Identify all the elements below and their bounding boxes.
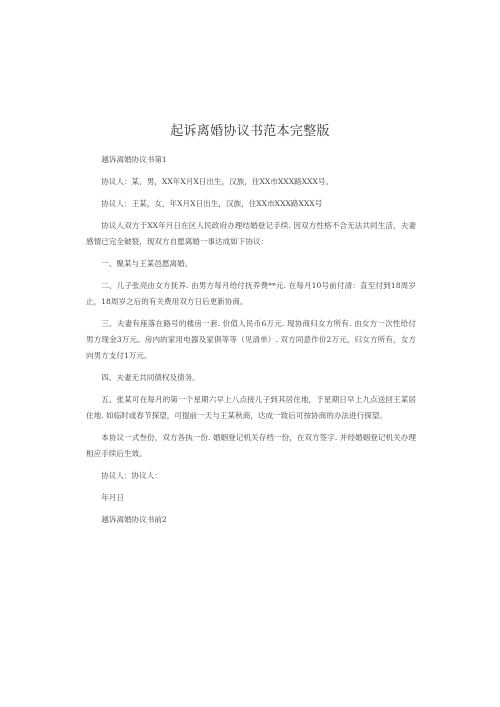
paragraph-clause-2: 二、儿子张亮由女方抚养. 由男方每月给付抚养费**元. 在每月10号前付清：直至付到18周岁止，18周岁之后的有关费用双方日后更新协商。 bbox=[86, 281, 416, 306]
paragraph-party-2: 协议人：王某，女，年X月X日出生，汉族，住XX市XXX路XXX号 bbox=[101, 199, 323, 208]
paragraph-clause-1: 一、聚某与王某邑愿离婚。 bbox=[101, 259, 193, 268]
paragraph-preamble: 协议人双方于XX年月日在区人民政府办理结婚登记手续. 因双方性格不合无法共同生活，夫妻感情已完全破裂，现双方自愿离婚一事达成如下协议： bbox=[86, 221, 416, 246]
paragraph-clause-4: 四、夫妻无共同债权及债务。 bbox=[101, 373, 200, 382]
document-body bbox=[86, 152, 416, 534]
document-title: 起诉离婚协议书范本完整版 bbox=[170, 124, 330, 139]
paragraph-date: 年月日 bbox=[101, 493, 124, 502]
paragraph-heading-1: 越诉离婚协议书第1 bbox=[101, 155, 167, 164]
paragraph-signatures: 协议人：协议人： bbox=[101, 471, 162, 480]
paragraph-heading-2: 越诉离婚协议书前2 bbox=[101, 515, 167, 524]
paragraph-party-1: 协议人：某，男，XX年X月X日出生，汉族，住XX市XXX路XXX号。 bbox=[101, 177, 334, 186]
paragraph-clause-3: 三、夫妻有座落在路号的楼房一套. 价值人民币6万元. 现协商归女方所有. 由女方一次性给付男方现金3万元。房内的家用电器及家俱等等（见清单）. 双方同意作价2万元，归女方所有，女方向男方支付1万元。 bbox=[86, 319, 416, 360]
paragraph-clause-5: 五、张某可在每月的第一个星期六早上八点接儿子到其居住地，于星期日早上九点送回王某居住地. 如临时或春节探望，可提前一天与王某秋商，达成一致后可按协商的办法进行探望。 bbox=[86, 395, 416, 420]
paragraph-copies: 本协议一式叁份，双方各执一份. 婚姻登记机关存档一份，在双方签字. 并经婚姻登记机关办理相应手续后生效。 bbox=[86, 433, 416, 458]
